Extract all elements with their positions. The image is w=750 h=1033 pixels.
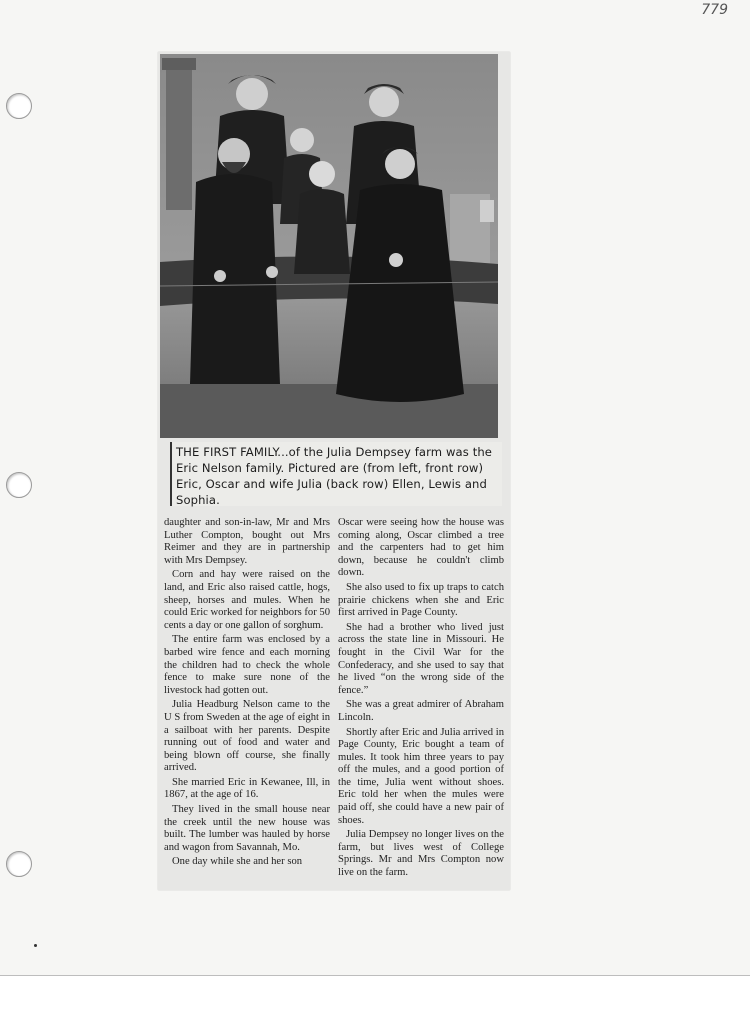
article-paragraph: Julia Headburg Nelson came to the U S from Sweden at the age of eight in a sailboat with her parents. Despite running out of food and water and being blown off course, she finally arrived. <box>164 699 330 774</box>
article-paragraph: She married Eric in Kewanee, Ill, in 1867, at the age of 16. <box>164 776 330 801</box>
article-paragraph: She had a brother who lived just across the state line in Missouri. He fought in the Civil War for the Confederacy, and she used to say that he lived “on the wrong side of the fence.” <box>338 621 504 696</box>
article-paragraph: The entire farm was enclosed by a barbed wire fence and each morning the children had to check the whole fence to make sure none of the livestock had gotten out. <box>164 634 330 696</box>
article-paragraph: One day while she and her son <box>172 856 303 868</box>
article-paragraph: Corn and hay were raised on the land, and Eric also raised cattle, hogs, sheep, horses and mules. When he could Eric worked for neighbors for 50 cents a day or one gallon of sorghum. <box>164 569 330 631</box>
binder-hole-top <box>6 93 32 119</box>
article-paragraph: They lived in the small house near the creek until the new house was built. The lumber was hauled by horse and wagon from Savannah, Mo. <box>164 804 330 853</box>
article-column-right <box>338 517 504 882</box>
article-paragraph: Oscar were seeing how the house was coming along, Oscar climbed a tree and the carpenters had to get him down, because he couldn't climb down. <box>338 517 504 579</box>
photo-caption: THE FIRST FAMILY...of the Julia Dempsey farm was the Eric Nelson family. Pictured are (from left, front row) Eric, Oscar and wife Julia (back row) Ellen, Lewis and Sophia. <box>176 445 493 507</box>
binder-hole-middle <box>6 472 32 498</box>
article-paragraph: She was a great admirer of Abraham Lincoln. <box>338 699 504 723</box>
ink-speck <box>34 944 37 947</box>
article-paragraph: daughter and son-in-law, Mr and Mrs Luther Compton, bought out Mrs Reimer and they are in partnership with Mrs Dempsey. <box>164 517 330 566</box>
article-paragraph: She also used to fix up traps to catch prairie chickens when she and Eric first arrived in Page County. <box>338 581 504 619</box>
handwritten-page-number: 779 <box>701 2 728 18</box>
article-column-left <box>164 517 330 871</box>
article-paragraph: Julia Dempsey no longer lives on the farm, but lives west of College Springs. Mr and Mrs Compton now live on the farm. <box>338 829 504 879</box>
family-portrait-photo-icon <box>160 54 498 438</box>
article-paragraph: Shortly after Eric and Julia arrived in Page County, Eric bought a team of mules. It took him three years to pay off the mules, and a good portion of the time, Julia went without shoes. Eric told her when the mules were paid off, she could have a new pair of shoes. <box>338 726 504 826</box>
binder-hole-bottom <box>6 851 32 877</box>
